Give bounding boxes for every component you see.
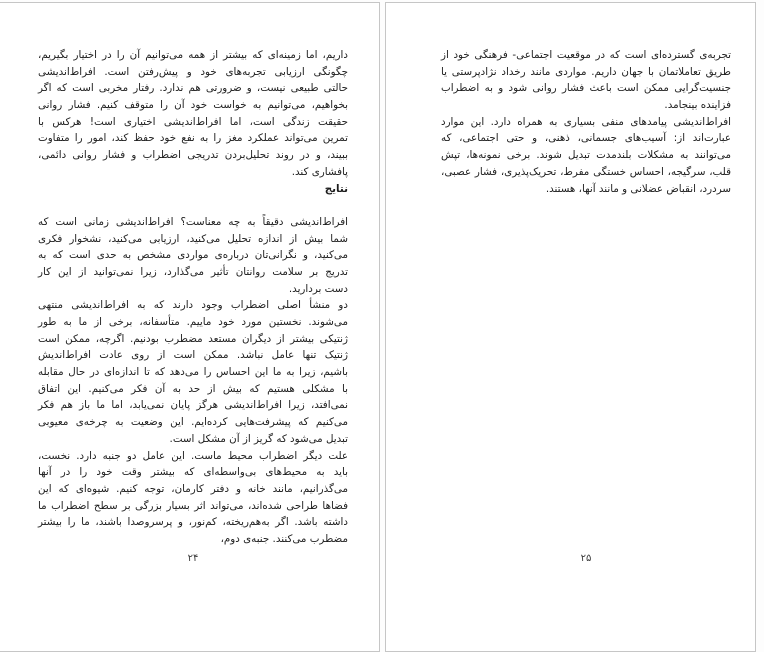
text-line: می‌گذرانیم، مانند خانه و دفتر کارمان، توجه کنیم. شیوه‌ای که این (38, 482, 348, 495)
text-line: می‌توانند به مشکلات بلندمدت تبدیل شوند. برخی نمونه‌ها، تپش (441, 149, 731, 162)
left-page-text (38, 47, 348, 548)
text-line: تبدیل می‌شود که گریز از آن مشکل است. (169, 432, 348, 445)
text-line: باشیم، زیرا به ما این احساس را می‌دهد که تا اندازه‌ای در حال مقابله (38, 366, 348, 379)
text-line: فزاینده بینجامد. (664, 99, 731, 112)
right-page (385, 2, 756, 652)
text-line: نمی‌افتد، زیرا افراط‌اندیشی هرگز پایان نمی‌یابد، اما ما باز هم فکر (38, 399, 348, 412)
text-line: چگونگی ارزیابی تجربه‌های خود و پیش‌رفتن است. افراط‌اندیشی (38, 65, 348, 78)
text-line: سردرد، انقباض عضلانی و مانند آنها، هستند. (545, 182, 731, 195)
text-line: ژنتیکی بیشتر از دیگران مستعد مضطرب بودنیم. اگرچه، ممکن است (38, 332, 348, 345)
text-line: می‌کنیم که پیشرفت‌هایی کرده‌ایم. این وضعیت به چرخه‌ی معیوبی (38, 416, 348, 429)
text-line: طریق تعاملاتمان با جهان داریم. مواردی مانند رخداد نژادپرستی یا (441, 65, 731, 78)
paragraph-gap (38, 197, 348, 214)
section-heading: نتایج (324, 182, 348, 195)
text-line: داشته باشد. اگر به‌هم‌ریخته، کم‌نور، و پرسروصدا باشند، ما را بیشتر (38, 516, 348, 529)
text-line: مضطرب می‌کنند. جنبه‌ی دوم، (220, 532, 348, 545)
right-page-text (441, 47, 731, 197)
text-line: جنسیت‌گرایی ممکن است باعث فشار روانی شود و به اضطراب (441, 82, 731, 95)
text-line: ببیند، و در روند تحلیل‌بردن تدریجی اضطراب و فشار روانی دائمی، (38, 149, 348, 162)
text-line: عبارت‌اند از: آسیب‌های جسمانی، ذهنی، و حتی اجتماعی، که (441, 132, 731, 145)
text-line: دست بردارید. (288, 282, 348, 295)
text-line: داریم، اما زمینه‌ای که بیشتر از همه می‌توانیم آن را در اختیار بگیریم، (38, 49, 348, 61)
text-line: حالتی طبیعی نیست، و ضرورتی هم ندارد. رفتار مخربی است که اگر (38, 82, 348, 95)
text-line: افراط‌اندیشی پیامدهای منفی بسیاری به همراه دارد. این موارد (441, 115, 731, 128)
text-line: پافشاری کند. (291, 165, 348, 178)
text-line: علت دیگر اضطراب محیط ماست. این عامل دو جنبه دارد. نخست، (38, 449, 348, 462)
text-line: حقیقت زندگی است، اما افراط‌اندیشی اختیاری است! هرکس با (38, 115, 348, 128)
left-page (0, 2, 380, 652)
text-line: شما بیش از اندازه تحلیل می‌کنید، ارزیابی می‌کنید، نشخوار فکری (38, 232, 348, 245)
text-line: دو منشأ اصلی اضطراب وجود دارند که به افراط‌اندیشی منتهی (38, 299, 348, 312)
text-line: تجربه‌ی گسترده‌ای است که در موقعیت اجتماعی- فرهنگی خود از (441, 49, 731, 61)
right-page-number: ۲۵ (580, 553, 592, 564)
text-line: با مشکلی هستیم که بیش از حد به آن فکر می‌کنیم. این اتفاق (38, 382, 348, 395)
text-line: قلب، سرگیجه، احساس خستگی مفرط، تحریک‌پذیری، فشار عصبی، (441, 165, 731, 178)
text-line: فضاها طراحی شده‌اند، می‌تواند اثر بسیار بزرگی بر سطح اضطراب ما (38, 499, 348, 512)
text-line: می‌کنید، و نگرانی‌تان درباره‌ی مواردی مشخص به حدی است که به (38, 249, 348, 262)
text-line: باید به محیط‌های بی‌واسطه‌ای که بیشتر وقت خود را در آنها (38, 466, 348, 479)
text-line: تدریج بر سلامت روانتان تأثیر می‌گذارد، زیرا نمی‌توانید از این کار (38, 265, 348, 278)
left-page-number: ۲۴ (187, 553, 199, 564)
text-line: می‌شوند. نخستین مورد خود ماییم. متأسفانه، برخی از ما به طور (38, 316, 348, 328)
text-line: ژنتیک تنها عامل نباشد. ممکن است از روی عادت افراط‌اندیش (38, 349, 348, 362)
text-line: بخواهیم، می‌توانیم به خواست خود آن را متوقف کنیم. فشار روانی (38, 99, 348, 112)
text-line: تمرین می‌تواند عملکرد مغز را به نفع خود حفظ کند، امور را متفاوت (38, 132, 348, 145)
text-line: افراط‌اندیشی دقیقاً به چه معناست؟ افراط‌اندیشی زمانی است که (38, 215, 348, 228)
